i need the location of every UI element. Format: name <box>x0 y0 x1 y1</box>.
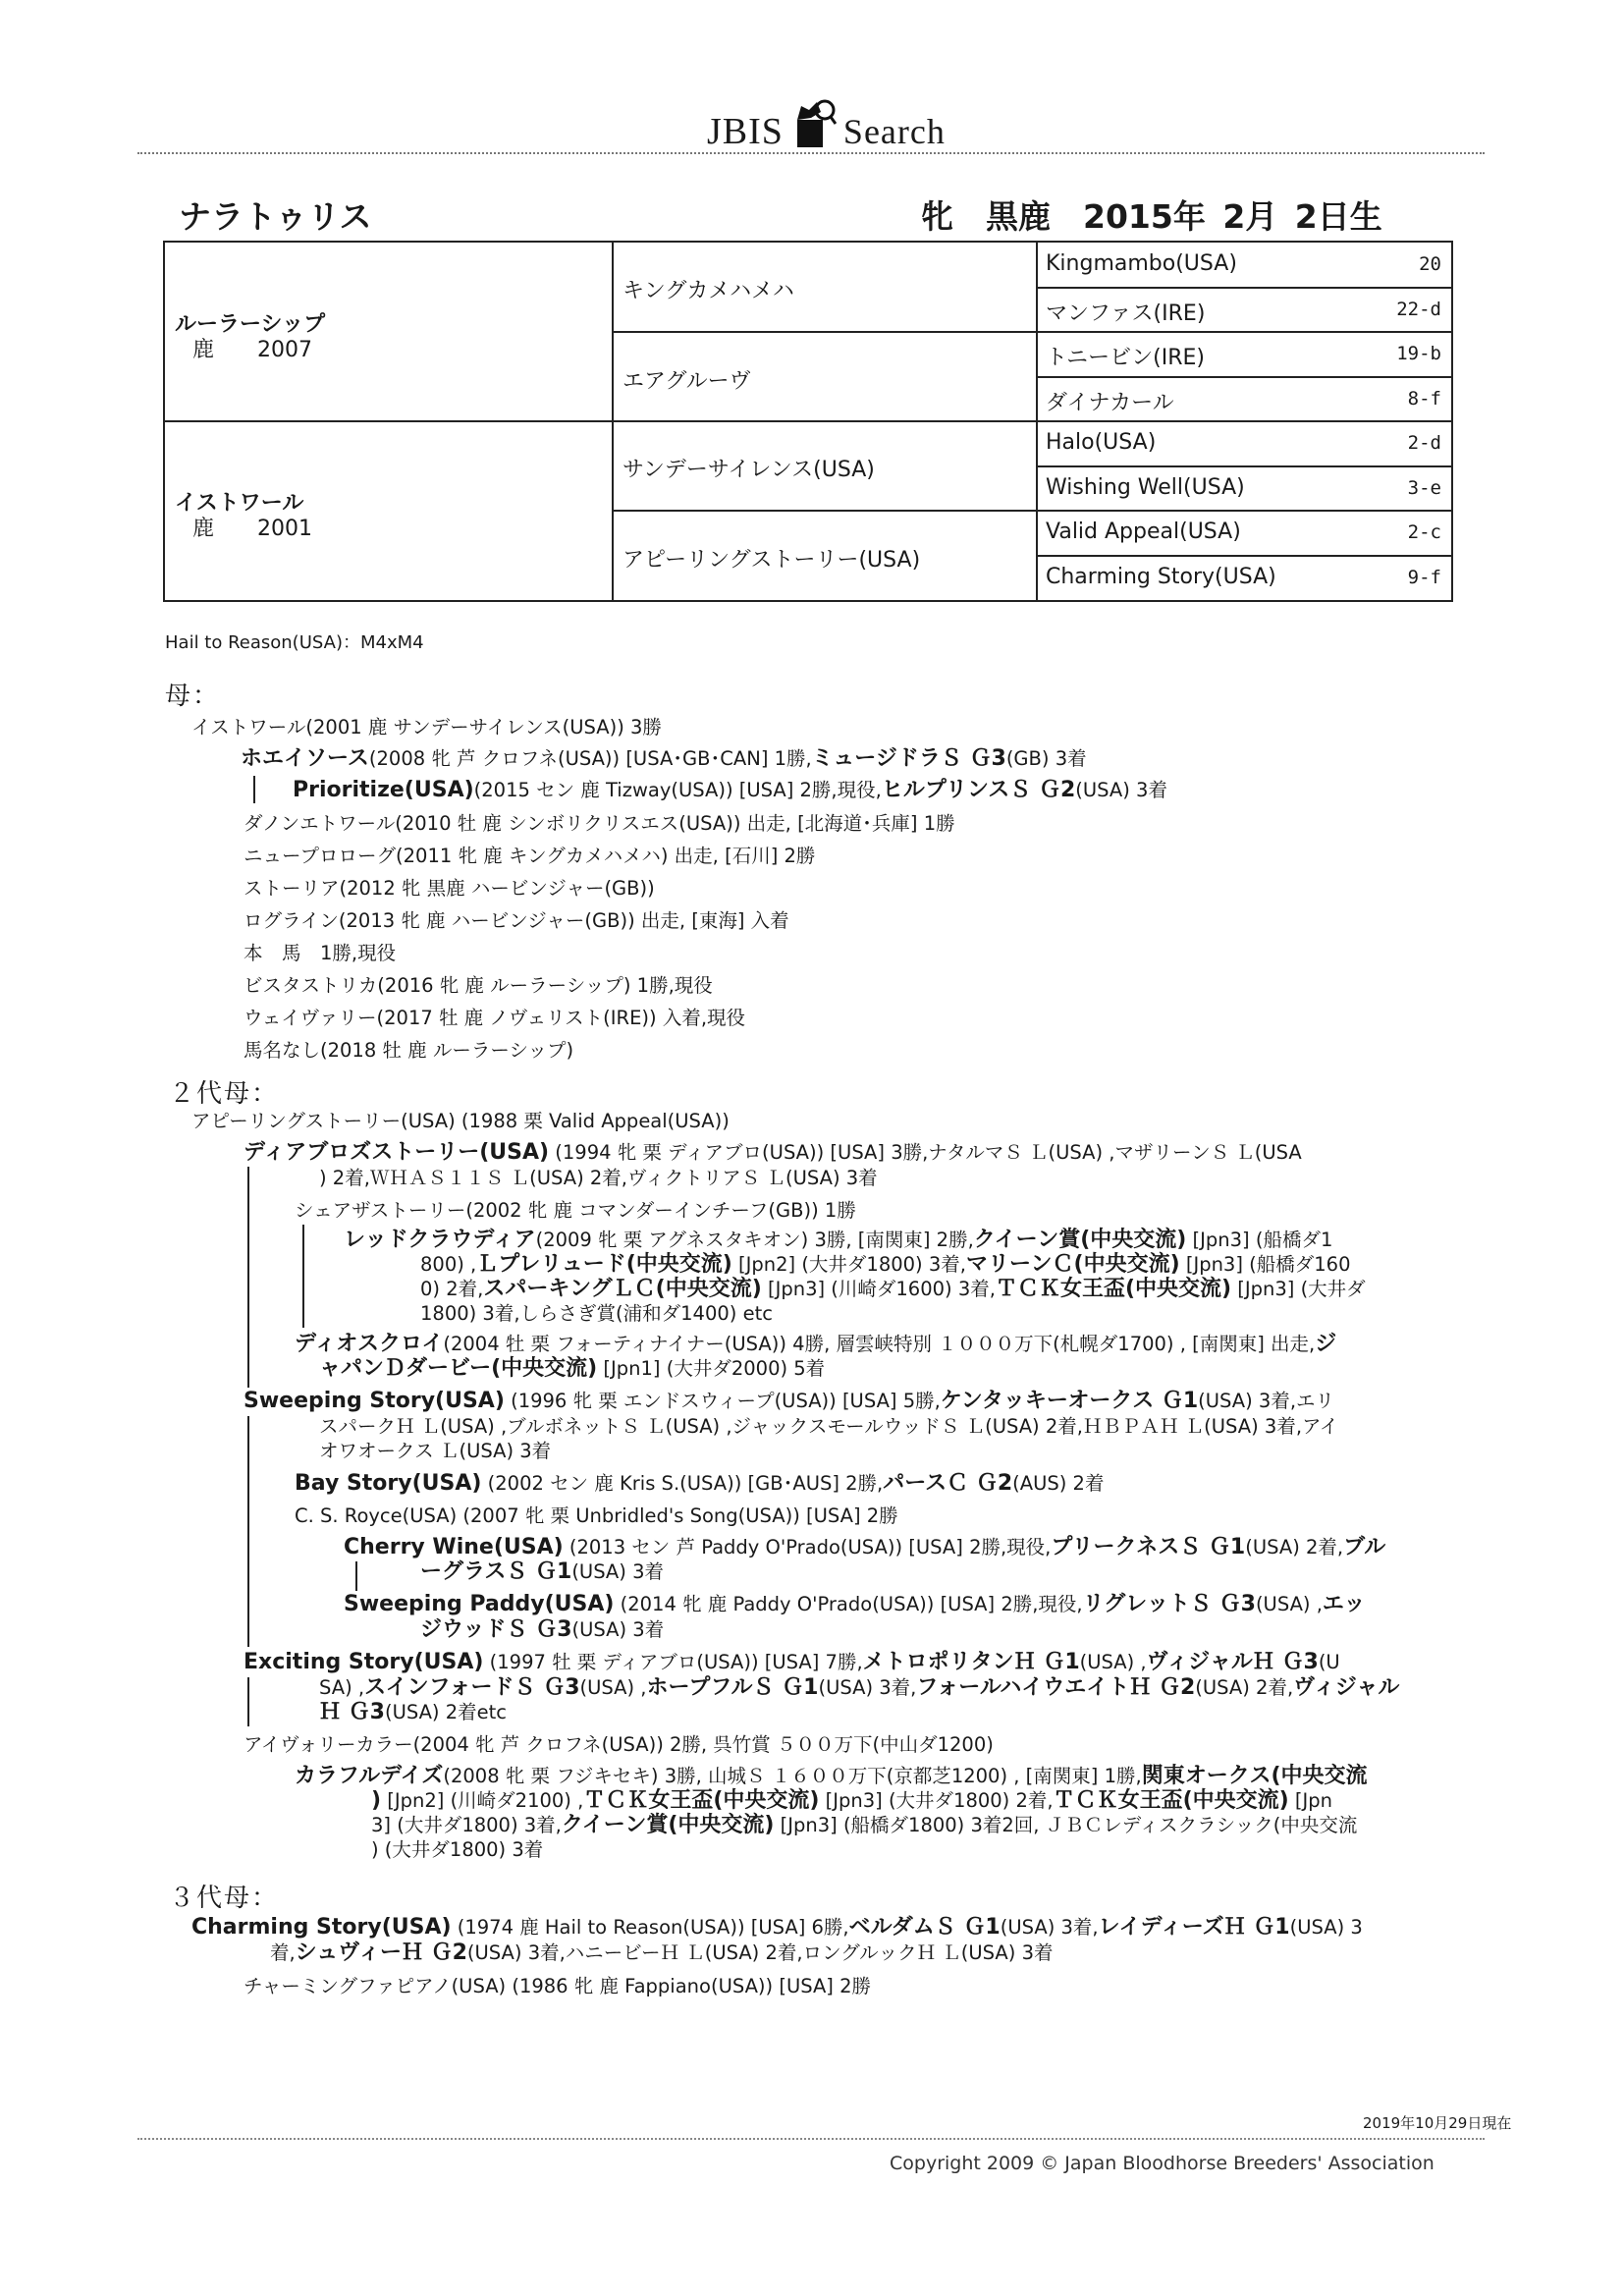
horse-name: ナラトゥリス <box>179 197 372 236</box>
sire-name: ルーラーシップ <box>175 312 326 337</box>
pedigree-table <box>163 241 1453 602</box>
second-dam-line: アピーリングストーリー(USA) (1988 栗 Valid Appeal(USA)) <box>191 1110 730 1132</box>
great-grand-offspring-line: Sweeping Paddy(USA) (2014 牝 鹿 Paddy O'Prado(USA)) [USA] 2勝,現役,リグレットＳ Ｇ3(USA) ,エッ <box>344 1592 1366 1616</box>
grand-offspring-line: Prioritize(USA)(2015 セン 鹿 Tizway(USA)) [USA] 2勝,現役,ヒルプリンスＳ Ｇ2(USA) 3着 <box>293 778 1167 802</box>
dam-offspring-line: 本 馬 1勝,現役 <box>244 942 397 964</box>
dam-offspring-line: ホエイソース(2008 牝 芦 クロフネ(USA)) [USA･GB･CAN] 1勝,ミュージドラＳ Ｇ3(GB) 3着 <box>241 746 1087 771</box>
offspring-line-cont: オワオークス Ｌ(USA) 3着 <box>319 1440 552 1462</box>
grand-offspring-line: カラフルデイズ(2008 牝 栗 フジキセキ) 3勝, 山城Ｓ １６００万下(京都芝1200) , [南関東] 1勝,関東オークス(中央交流 <box>295 1764 1368 1788</box>
grand-offspring-line-cont: 800) ,Ｌプレリュード(中央交流) [Jpn2] (大井ダ1800) 3着,マリーンＣ(中央交流) [Jpn3] (船橋ダ160 <box>420 1252 1351 1277</box>
as-of-date: 2019年10月29日現在 <box>1363 2114 1512 2132</box>
section-second-dam: ２代母： <box>169 1079 280 1109</box>
footer-divider <box>137 2138 1485 2140</box>
pedigree-g3-8: Charming Story(USA) <box>1046 565 1276 589</box>
grand-offspring-line: C. S. Royce(USA) (2007 牝 栗 Unbridled's Song(USA)) [USA] 2勝 <box>295 1504 898 1527</box>
family-code: 3-e <box>1407 477 1441 499</box>
pedigree-g3-7: Valid Appeal(USA) <box>1046 519 1241 544</box>
pedigree-g3-6: Wishing Well(USA) <box>1046 475 1245 500</box>
pedigree-g3-2: マンファス(IRE) <box>1046 301 1206 326</box>
dam-offspring-line: ストーリア(2012 牝 黒鹿 ハービンジャー(GB)) <box>244 877 655 900</box>
grand-offspring-line-cont: 0) 2着,スパーキングＬＣ(中央交流) [Jpn3] (川崎ダ1600) 3着,ＴＣＫ女王盃(中央交流) [Jpn3] (大井ダ <box>420 1277 1366 1301</box>
grand-offspring-line-cont: 1800) 3着,しらさぎ賞(浦和ダ1400) etc <box>420 1302 773 1325</box>
section-third-dam: ３代母： <box>169 1884 280 1913</box>
family-code: 20 <box>1419 253 1441 275</box>
offspring-line: ディアブロズストーリー(USA) (1994 牝 栗 ディアブロ(USA)) [USA] 3勝,ナタルマＳ Ｌ(USA) ,マザリーンＳ Ｌ(USA <box>244 1140 1302 1165</box>
offspring-line-cont: ) 2着,ＷＨＡＳ１１Ｓ Ｌ(USA) 2着,ヴィクトリアＳ Ｌ(USA) 3着 <box>319 1167 878 1189</box>
family-code: 22-d <box>1396 299 1441 320</box>
horse-logo-icon <box>791 98 837 149</box>
dam-offspring-line: 馬名なし(2018 牡 鹿 ルーラーシップ) <box>244 1039 574 1062</box>
inbreeding-note: Hail to Reason(USA)：M4xM4 <box>165 632 424 653</box>
offspring-line: ディオスクロイ(2004 牡 栗 フォーティナイナー(USA)) 4勝, 層雲峡特別 １０００万下(札幌ダ1700) , [南関東] 出走,ジ <box>295 1332 1337 1356</box>
dam-offspring-line: ダノンエトワール(2010 牡 鹿 シンボリクリスエス(USA)) 出走, [北海道･兵庫] 1勝 <box>244 812 955 835</box>
family-code: 19-b <box>1396 343 1441 364</box>
grand-offspring-line-cont: ) [Jpn2] (川崎ダ2100) ,ＴＣＫ女王盃(中央交流) [Jpn3] (大井ダ1800) 2着,ＴＣＫ女王盃(中央交流) [Jpn <box>371 1788 1333 1813</box>
header-divider <box>137 152 1485 154</box>
dam-offspring-line: ビスタストリカ(2016 牝 鹿 ルーラーシップ) 1勝,現役 <box>244 974 713 997</box>
dam-line: イストワール(2001 鹿 サンデーサイレンス(USA)) 3勝 <box>191 716 662 738</box>
logo-jbis-text: JBIS <box>707 111 784 152</box>
grand-offspring-line-cont: 3] (大井ダ1800) 3着,クイーン賞(中央交流) [Jpn3] (船橋ダ1800) 3着2回, ＪＢＣレディスクラシック(中央交流 <box>371 1813 1358 1837</box>
grand-offspring-line: Bay Story(USA) (2002 セン 鹿 Kris S.(USA)) [GB･AUS] 2勝,パースＣ Ｇ2(AUS) 2着 <box>295 1471 1105 1496</box>
pedigree-g2-2: エアグルーヴ <box>623 369 751 394</box>
offspring-line-cont: ャパンＤダービー(中央交流) [Jpn1] (大井ダ2000) 5着 <box>319 1356 826 1381</box>
grand-offspring-line-cont: ) (大井ダ1800) 3着 <box>371 1838 544 1861</box>
dam-offspring-line: ウェイヴァリー(2017 牡 鹿 ノヴェリスト(IRE)) 入着,現役 <box>244 1007 746 1029</box>
pedigree-g2-3: サンデーサイレンス(USA) <box>623 458 875 482</box>
offspring-line: チャーミングファピアノ(USA) (1986 牝 鹿 Fappiano(USA)) [USA] 2勝 <box>244 1975 872 1997</box>
dam-offspring-line: ログライン(2013 牝 鹿 ハービンジャー(GB)) 出走, [東海] 入着 <box>244 909 789 932</box>
dam-name: イストワール <box>175 491 304 516</box>
copyright: Copyright 2009 © Japan Bloodhorse Breeders' Association <box>890 2153 1435 2174</box>
pedigree-g3-5: Halo(USA) <box>1046 430 1157 455</box>
family-code: 9-f <box>1407 567 1441 588</box>
grand-offspring-line: レッドクラウディア(2009 牝 栗 アグネスタキオン) 3勝, [南関東] 2勝,クイーン賞(中央交流) [Jpn3] (船橋ダ1 <box>344 1228 1333 1252</box>
family-code: 2-c <box>1407 521 1441 543</box>
great-grand-offspring-line-cont: ジウッドＳ Ｇ3(USA) 3着 <box>420 1617 665 1642</box>
section-dam: 母： <box>165 682 221 711</box>
offspring-line-cont: SA) ,スインフォードＳ Ｇ3(USA) ,ホープフルＳ Ｇ1(USA) 3着,フォールハイウエイトＨ Ｇ2(USA) 2着,ヴィジャル <box>319 1675 1400 1700</box>
sire-detail: 鹿 2007 <box>192 338 312 362</box>
pedigree-g3-1: Kingmambo(USA) <box>1046 251 1237 276</box>
jbis-search-logo <box>707 98 946 153</box>
pedigree-g3-3: トニービン(IRE) <box>1046 346 1205 370</box>
offspring-line: Sweeping Story(USA) (1996 牝 栗 エンドスウィープ(USA)) [USA] 5勝,ケンタッキーオークス Ｇ1(USA) 3着,エリ <box>244 1389 1335 1413</box>
great-grand-offspring-line: Cherry Wine(USA) (2013 セン 芦 Paddy O'Prado(USA)) [USA] 2勝,現役,プリークネスＳ Ｇ1(USA) 2着,ブル <box>344 1535 1386 1559</box>
offspring-line: Exciting Story(USA) (1997 牡 栗 ディアブロ(USA)) [USA] 7勝,メトロポリタンＨ Ｇ1(USA) ,ヴィジャルＨ Ｇ3(U <box>244 1650 1340 1674</box>
family-code: 2-d <box>1407 432 1441 454</box>
great-grand-offspring-line-cont: ーグラスＳ Ｇ1(USA) 3着 <box>420 1559 664 1584</box>
dam-offspring-line: ニュープロローグ(2011 牝 鹿 キングカメハメハ) 出走, [石川] 2勝 <box>244 845 816 867</box>
pedigree-g2-4: アピーリングストーリー(USA) <box>623 548 921 573</box>
family-code: 8-f <box>1407 388 1441 410</box>
horse-info: 牝 黒鹿 2015年 2月 2日生 <box>921 197 1382 236</box>
offspring-line-cont: スパークＨ Ｌ(USA) ,ブルボネットＳ Ｌ(USA) ,ジャックスモールウッドＳ Ｌ(USA) 2着,ＨＢＰＡＨ Ｌ(USA) 3着,アイ <box>319 1415 1339 1438</box>
offspring-line: アイヴォリーカラー(2004 牝 芦 クロフネ(USA)) 2勝, 呉竹賞 ５００万下(中山ダ1200) <box>244 1733 994 1756</box>
offspring-line-cont: Ｈ Ｇ3(USA) 2着etc <box>319 1700 508 1724</box>
third-dam-line: Charming Story(USA) (1974 鹿 Hail to Reason(USA)) [USA] 6勝,ベルダムＳ Ｇ1(USA) 3着,レイディーズＨ Ｇ1(USA) 3 <box>191 1915 1363 1940</box>
dam-detail: 鹿 2001 <box>192 517 312 541</box>
pedigree-g3-4: ダイナカール <box>1046 391 1174 415</box>
logo-search-text: Search <box>842 112 946 151</box>
pedigree-g2-1: キングカメハメハ <box>623 279 794 303</box>
offspring-line: シェアザストーリー(2002 牝 鹿 コマンダーインチーフ(GB)) 1勝 <box>295 1199 856 1222</box>
third-dam-line-cont: 着,シュヴィーＨ Ｇ2(USA) 3着,ハニービーＨ Ｌ(USA) 2着,ロングルックＨ Ｌ(USA) 3着 <box>270 1941 1054 1965</box>
